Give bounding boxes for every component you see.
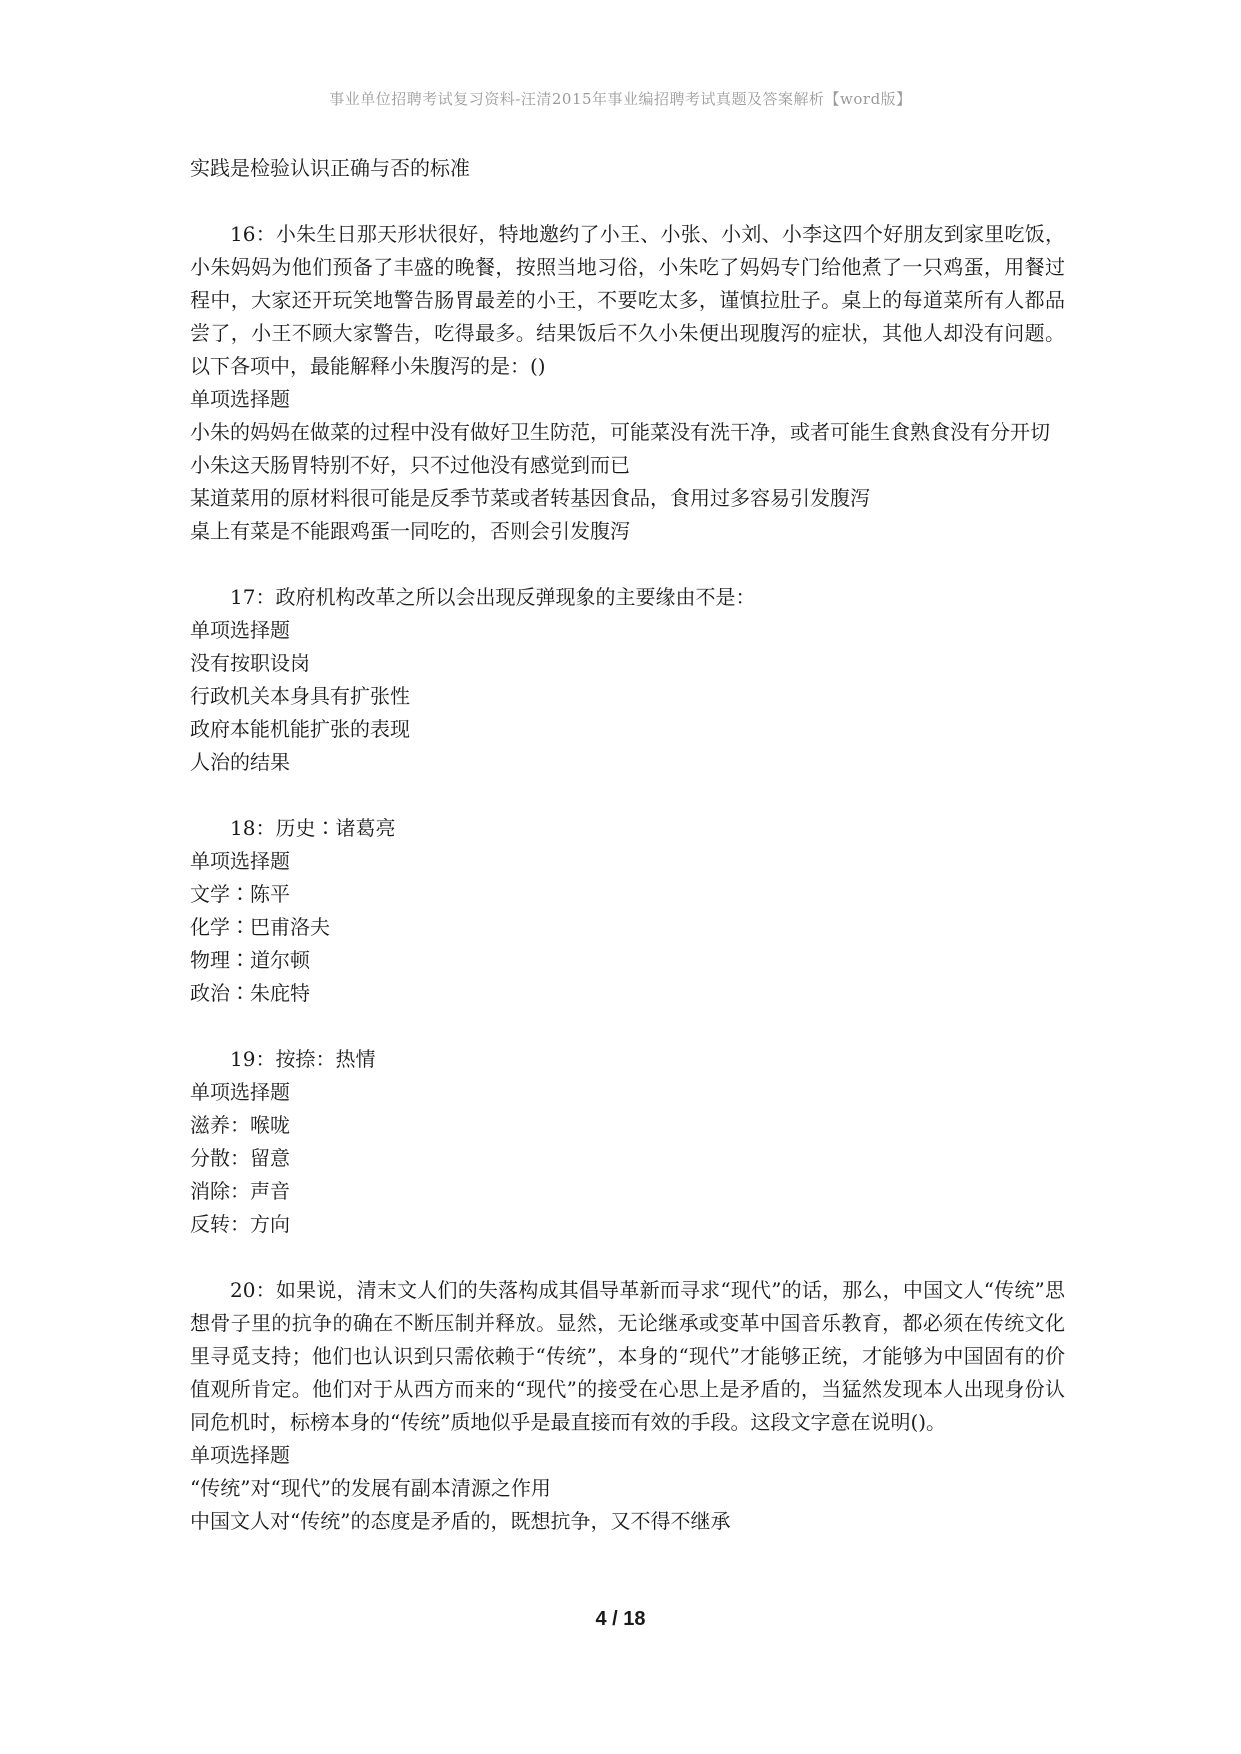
- question-block: [190, 1274, 1065, 1538]
- question-stem: 18：历史∶诸葛亮: [230, 816, 396, 840]
- option-text: 没有按职设岗: [190, 651, 310, 675]
- option-text: 文学∶陈平: [190, 882, 290, 906]
- question-stem: 16：小朱生日那天形状很好，特地邀约了小王、小张、小刘、小李这四个好朋友到家里吃饭，小朱妈妈为他们预备了丰盛的晚餐，按照当地习俗，小朱吃了妈妈专门给他煮了一只鸡蛋，用餐过程中，大家还开玩笑地警告肠胃最差的小王，不要吃太多，谨慎拉肚子。桌上的每道菜所有人都品尝了，小王不顾大家警告，吃得最多。结果饭后不久小朱便出现腹泻的症状，其他人却没有问题。以下各项中，最能解释小朱腹泻的是：(): [190, 222, 1065, 378]
- option-text: 反转：方向: [190, 1212, 290, 1236]
- option-text: 小朱这天肠胃特别不好，只不过他没有感觉到而已: [190, 453, 630, 477]
- option-text: 中国文人对“传统”的态度是矛盾的，既想抗争，又不得不继承: [190, 1509, 731, 1533]
- option-text: 政治∶朱庇特: [190, 981, 310, 1005]
- question-type: 单项选择题: [190, 1080, 290, 1104]
- option-text: 化学∶巴甫洛夫: [190, 915, 330, 939]
- previous-answer-line: 实践是检验认识正确与否的标准: [190, 156, 470, 180]
- question-type: 单项选择题: [190, 1443, 290, 1467]
- option-text: 物理∶道尔顿: [190, 948, 310, 972]
- question-block: [190, 812, 1065, 1010]
- question-type: 单项选择题: [190, 618, 290, 642]
- option-text: 分散：留意: [190, 1146, 290, 1170]
- option-text: 政府本能机能扩张的表现: [190, 717, 410, 741]
- question-stem: 17：政府机构改革之所以会出现反弹现象的主要缘由不是：: [230, 585, 756, 609]
- question-block: [190, 581, 1065, 779]
- question-block: [190, 1043, 1065, 1241]
- option-text: 某道菜用的原材料很可能是反季节菜或者转基因食品，食用过多容易引发腹泻: [190, 486, 870, 510]
- page-number: 4 / 18: [595, 1608, 646, 1630]
- option-text: 行政机关本身具有扩张性: [190, 684, 410, 708]
- page-content: [190, 152, 1065, 1538]
- option-text: 滋养：喉咙: [190, 1113, 290, 1137]
- option-text: 桌上有菜是不能跟鸡蛋一同吃的，否则会引发腹泻: [190, 519, 630, 543]
- question-block: [190, 218, 1065, 548]
- question-type: 单项选择题: [190, 387, 290, 411]
- option-text: “传统”对“现代”的发展有副本清源之作用: [190, 1476, 551, 1500]
- option-text: 小朱的妈妈在做菜的过程中没有做好卫生防范，可能菜没有洗干净，或者可能生食熟食没有分开切: [190, 420, 1050, 444]
- question-stem: 20：如果说，清末文人们的失落构成其倡导革新而寻求“现代”的话，那么，中国文人“传统”思想骨子里的抗争的确在不断压制并释放。显然，无论继承或变革中国音乐教育，都必须在传统文化里寻觅支持；他们也认识到只需依赖于“传统”，本身的“现代”才能够正统，才能够为中国固有的价值观所肯定。他们对于从西方而来的“现代”的接受在心思上是矛盾的，当猛然发现本人出现身份认同危机时，标榜本身的“传统”质地似乎是最直接而有效的手段。这段文字意在说明()。: [190, 1278, 1065, 1434]
- option-text: 消除：声音: [190, 1179, 290, 1203]
- page-header: 事业单位招聘考试复习资料-汪清2015年事业编招聘考试真题及答案解析【word版】: [329, 90, 912, 108]
- question-stem: 19：按捺：热情: [230, 1047, 376, 1071]
- option-text: 人治的结果: [190, 750, 290, 774]
- question-type: 单项选择题: [190, 849, 290, 873]
